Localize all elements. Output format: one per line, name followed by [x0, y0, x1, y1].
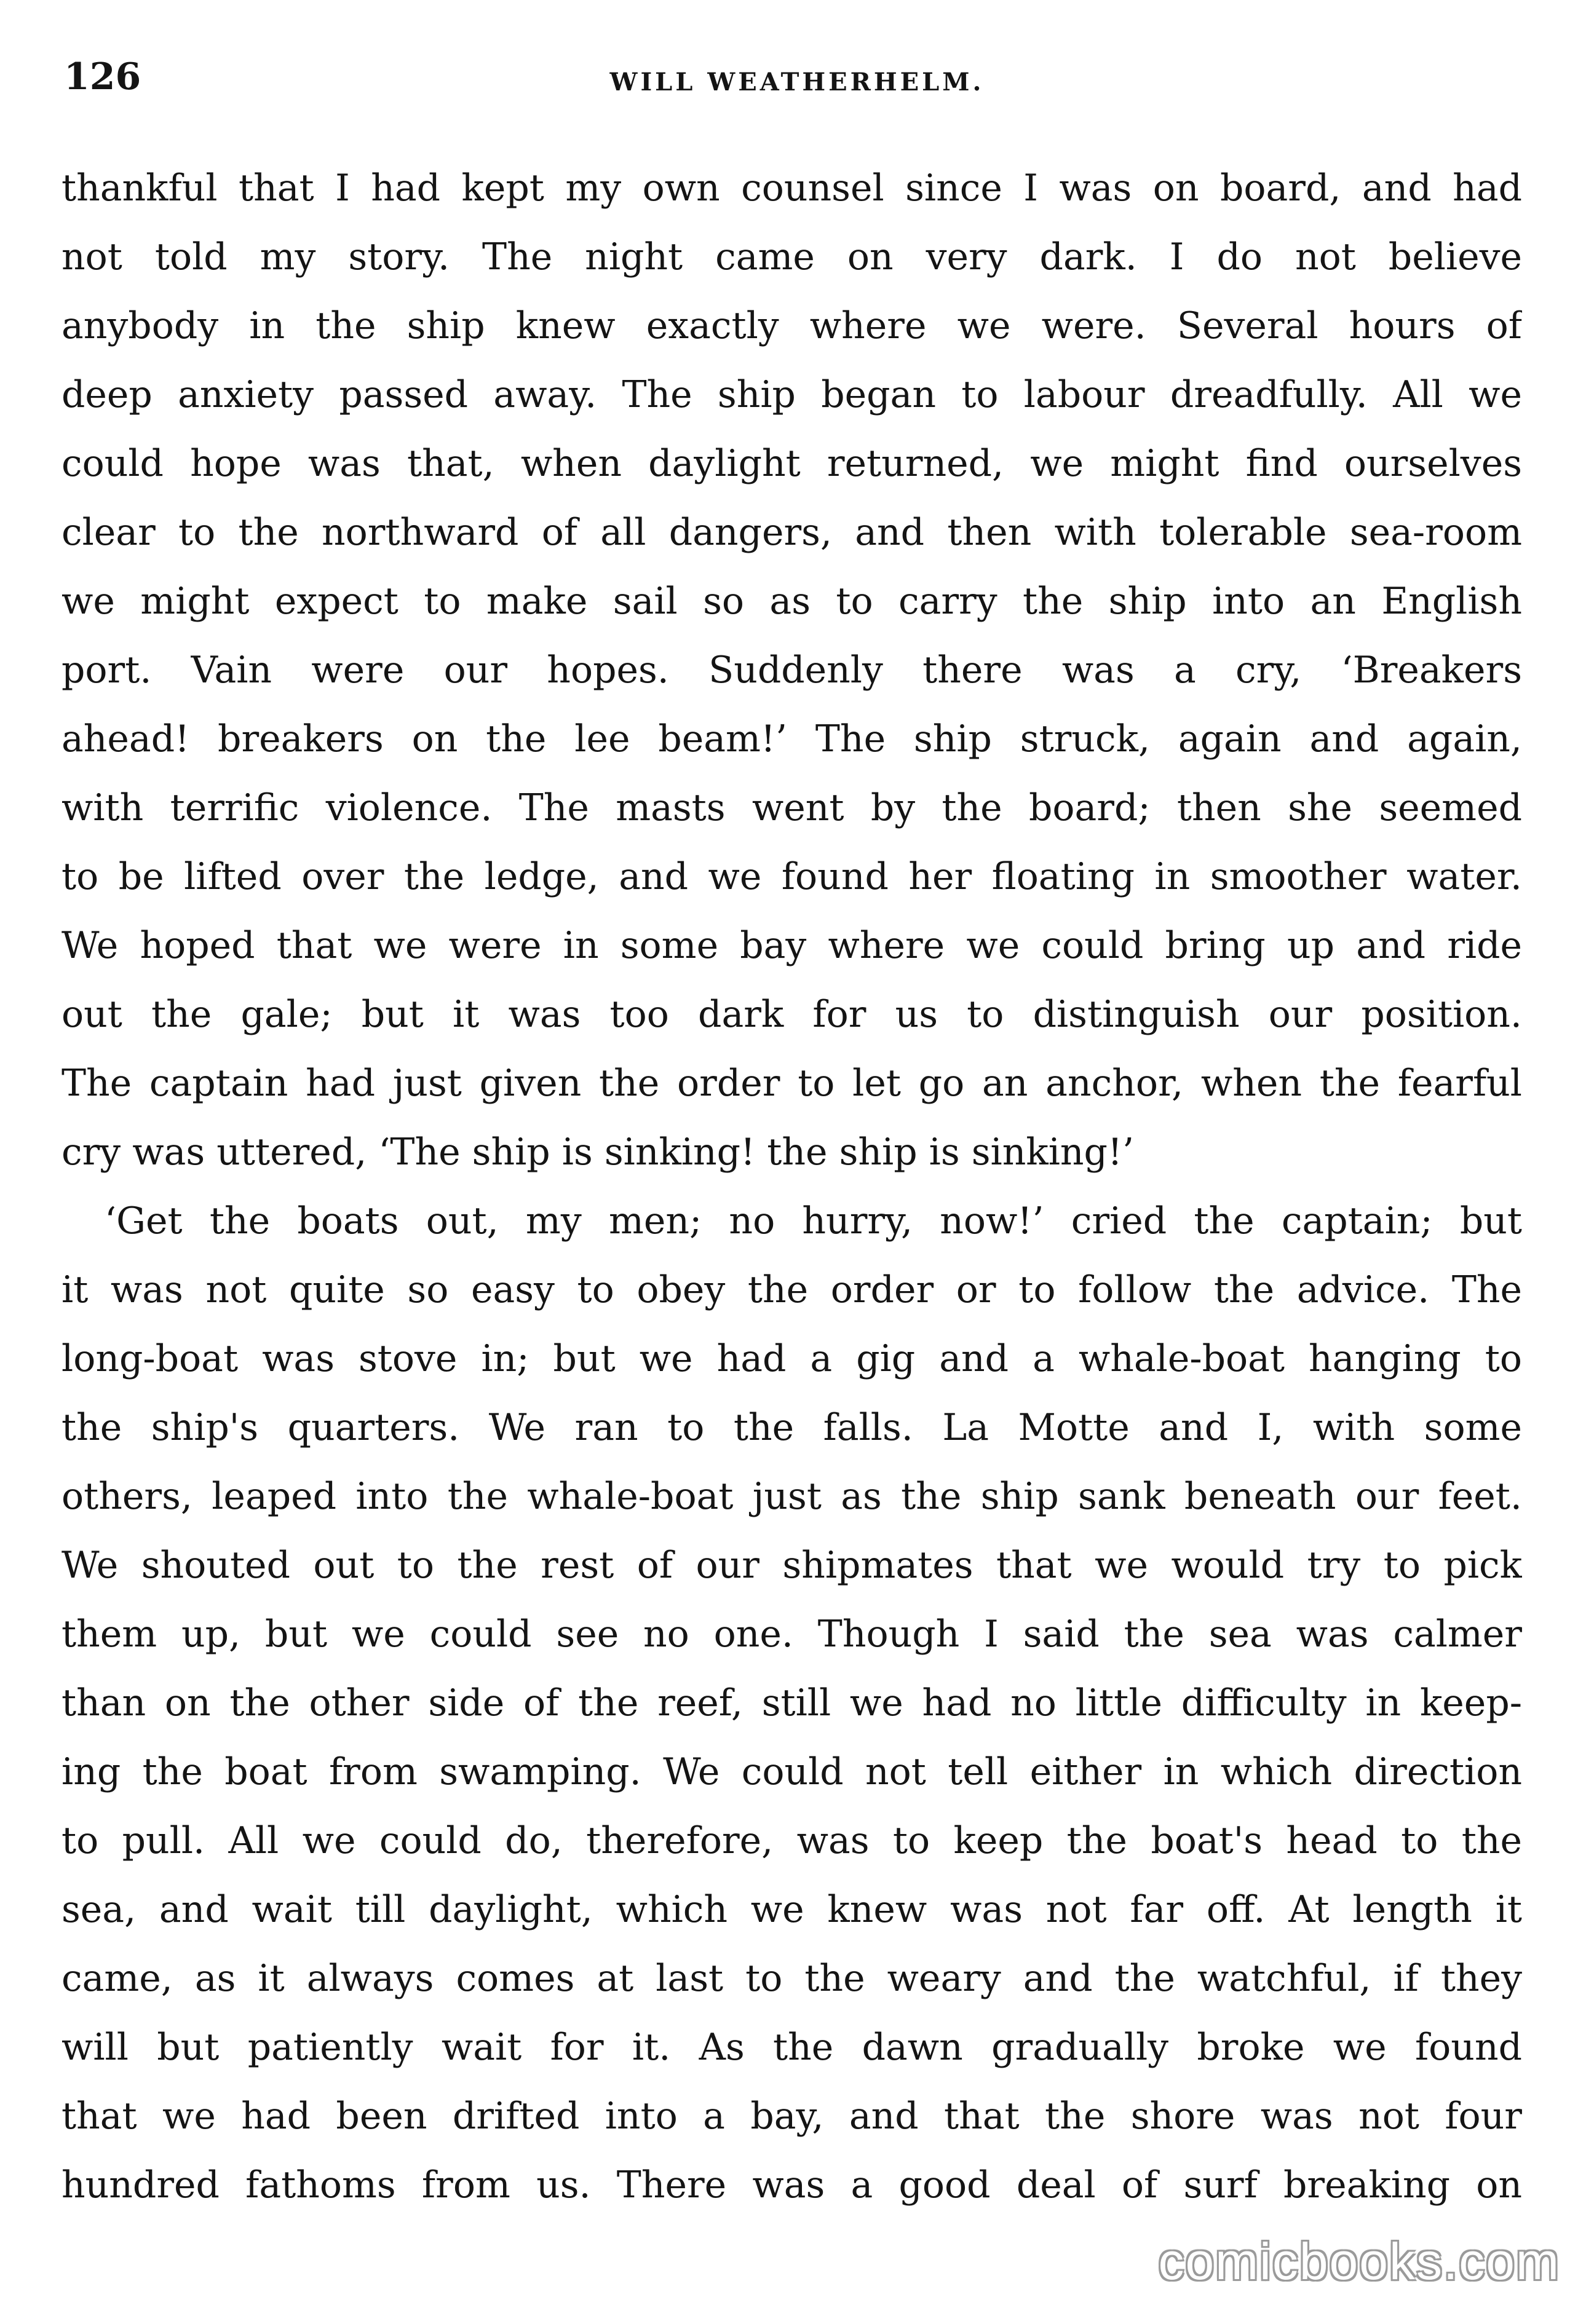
text-line: clear to the northward of all dangers, and then with tolerable sea-room — [61, 511, 1522, 554]
text-line: hundred fathoms from us. There was a good deal of surf breaking on — [61, 2164, 1522, 2207]
running-title: WILL WEATHERHELM. — [609, 68, 985, 97]
text-line: that we had been drifted into a bay, and that the shore was not four — [61, 2095, 1522, 2138]
body-text — [61, 154, 1522, 2219]
text-line: came, as it always comes at last to the weary and the watchful, if they — [61, 1957, 1522, 2000]
text-line: will but patiently wait for it. As the dawn gradually broke we found — [61, 2026, 1522, 2069]
text-line: ing the boat from swamping. We could not tell either in which direction — [61, 1750, 1522, 1793]
text-line: deep anxiety passed away. The ship began to labour dreadfully. All we — [61, 373, 1522, 416]
text-line: thankful that I had kept my own counsel since I was on board, and had — [61, 167, 1522, 210]
text-line: anybody in the ship knew exactly where we were. Several hours of — [61, 304, 1522, 347]
text-line: cry was uttered, ‘The ship is sinking! the ship is sinking!’ — [61, 1131, 1135, 1174]
text-line: long-boat was stove in; but we had a gig and a whale-boat hanging to — [61, 1337, 1522, 1380]
text-line: The captain had just given the order to let go an anchor, when the fearful — [61, 1062, 1522, 1105]
text-line: out the gale; but it was too dark for us to distinguish our position. — [61, 993, 1522, 1036]
text-line: the ship's quarters. We ran to the falls. La Motte and I, with some — [61, 1406, 1522, 1449]
text-line: We shouted out to the rest of our shipmates that we would try to pick — [61, 1544, 1522, 1587]
text-line: could hope was that, when daylight returned, we might find ourselves — [61, 442, 1522, 485]
text-line: ‘Get the boats out, my men; no hurry, now!’ cried the captain; but — [105, 1200, 1522, 1243]
text-line: with terrific violence. The masts went by the board; then she seemed — [61, 786, 1522, 829]
watermark: comicbooks.com — [1158, 2232, 1560, 2290]
text-line: We hoped that we were in some bay where we could bring up and ride — [61, 924, 1522, 967]
text-line: it was not quite so easy to obey the order or to follow the advice. The — [61, 1268, 1522, 1311]
page-number: 126 — [64, 55, 141, 98]
text-line: not told my story. The night came on very dark. I do not believe — [61, 235, 1522, 279]
text-line: port. Vain were our hopes. Suddenly there was a cry, ‘Breakers — [61, 649, 1522, 692]
text-line: than on the other side of the reef, still we had no little difficulty in keep- — [61, 1682, 1522, 1725]
text-line: we might expect to make sail so as to carry the ship into an English — [61, 580, 1522, 623]
text-line: to pull. All we could do, therefore, was to keep the boat's head to the — [61, 1819, 1522, 1862]
text-line: ahead! breakers on the lee beam!’ The ship struck, again and again, — [61, 717, 1522, 761]
text-line: sea, and wait till daylight, which we knew was not far off. At length it — [61, 1888, 1522, 1931]
text-line: others, leaped into the whale-boat just as the ship sank beneath our feet. — [61, 1475, 1522, 1518]
text-line: them up, but we could see no one. Though I said the sea was calmer — [61, 1613, 1522, 1656]
text-line: to be lifted over the ledge, and we found her floating in smoother water. — [61, 855, 1522, 898]
